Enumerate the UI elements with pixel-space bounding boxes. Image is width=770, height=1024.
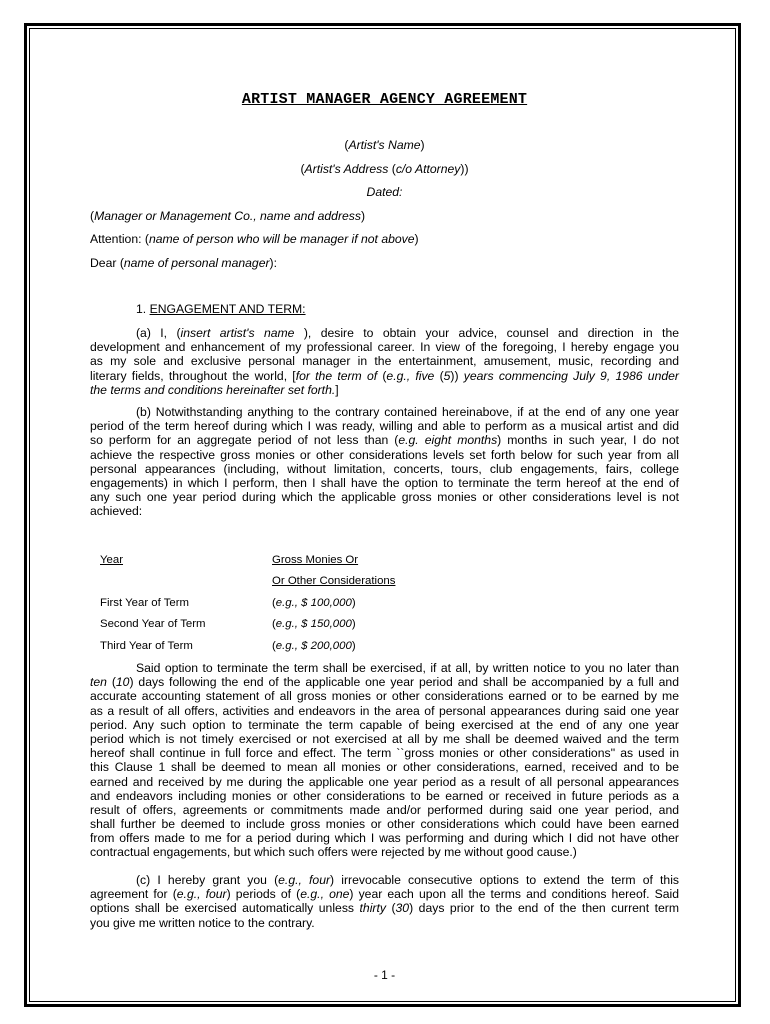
table-header-other: Or Other Considerations xyxy=(272,575,396,587)
manager-line: (Manager or Management Co., name and address) xyxy=(90,209,366,223)
dated-line: Dated: xyxy=(366,185,403,199)
section-1-heading: 1. ENGAGEMENT AND TERM: xyxy=(136,302,306,316)
paragraph-1b: (b) Notwithstanding anything to the contrary contained hereinabove, if at the end of any one year period of the term hereof during which I was ready, willing and able to perform as a musical artist and did so perform for an aggregate period of not less than (e.g. eight months) months in such year, I do not achieve the respective gross monies or other considerations levels set forth below for such year from all personal appearances (including, without limitation, concerts, tours, club engagements, fairs, college engagements) in which I perform, then I shall have the option to terminate the term hereof at the end of any such one year period during which the applicable gross monies or other considerations level is not achieved: xyxy=(90,405,679,519)
document-title: ARTIST MANAGER AGENCY AGREEMENT xyxy=(241,91,528,108)
table-row-year: First Year of Term xyxy=(100,597,190,609)
table-row-year: Second Year of Term xyxy=(100,618,206,630)
table-row-amount: (e.g., $ 100,000) xyxy=(272,597,356,609)
paragraph-option-termination: Said option to terminate the term shall be exercised, if at all, by written notice to you no later than ten (10) days following the end of the applicable one year period and shall be accompanied by a full and accurate accounting statement of all gross monies or other considerations earned or to be earned by me as a result of all offers, activities and endeavors in the area of personal appearances during said one year period. Any such option to terminate the term capable of being exercised at the end of any one year period which is not timely exercised or not exercised at all by me shall be deemed waived and the term hereof shall continue in full force and effect. The term ``gross monies or other considerations'' as used in this Clause 1 shall be deemed to mean all monies or other considerations, earned, received and to be earned and received by me during the applicable one year period as a result of all personal appearances and endeavors including monies or other considerations to be earned or received in future periods as a result of offers, agreements or commitments made and/or performed during said one year period, and shall further be deemed to include gross monies or other considerations which could have been earned from offers made to me for a period during which I was performing and during which I did not have other contractual engagements, but which such offers were rejected by me without good cause.) xyxy=(90,661,679,860)
table-header-year: Year xyxy=(100,554,124,566)
dear-line: Dear (name of personal manager): xyxy=(90,256,277,270)
table-row-amount: (e.g., $ 150,000) xyxy=(272,618,356,630)
paragraph-1a: (a) I, (insert artist's name ), desire to obtain your advice, counsel and direction in the development and enhancement of my professional career. In view of the foregoing, I hereby engage you as my sole and exclusive personal manager in the entertainment, amusement, music, recording and literary fields, throughout the world, [for the term of (e.g., five (5)) years commencing July 9, 1986 under the terms and conditions hereinafter set forth.] xyxy=(90,326,679,397)
page-number: - 1 - xyxy=(373,968,396,982)
paragraph-1c: (c) I hereby grant you (e.g., four) irrevocable consecutive options to extend the term of this agreement for (e.g., four) periods of (e.g., one) year each upon all the terms and conditions hereof. Said options shall be exercised automatically unless thirty (30) days prior to the end of the then current term you give me written notice to the contrary. xyxy=(90,873,680,930)
table-row-amount: (e.g., $ 200,000) xyxy=(272,640,356,652)
table-header-gross: Gross Monies Or xyxy=(272,554,359,566)
attention-line: Attention: (name of person who will be manager if not above) xyxy=(90,232,419,246)
table-row-year: Third Year of Term xyxy=(100,640,193,652)
artist-name-line: (Artist's Name) xyxy=(344,138,425,152)
artist-address-line: (Artist's Address (c/o Attorney)) xyxy=(300,162,469,176)
